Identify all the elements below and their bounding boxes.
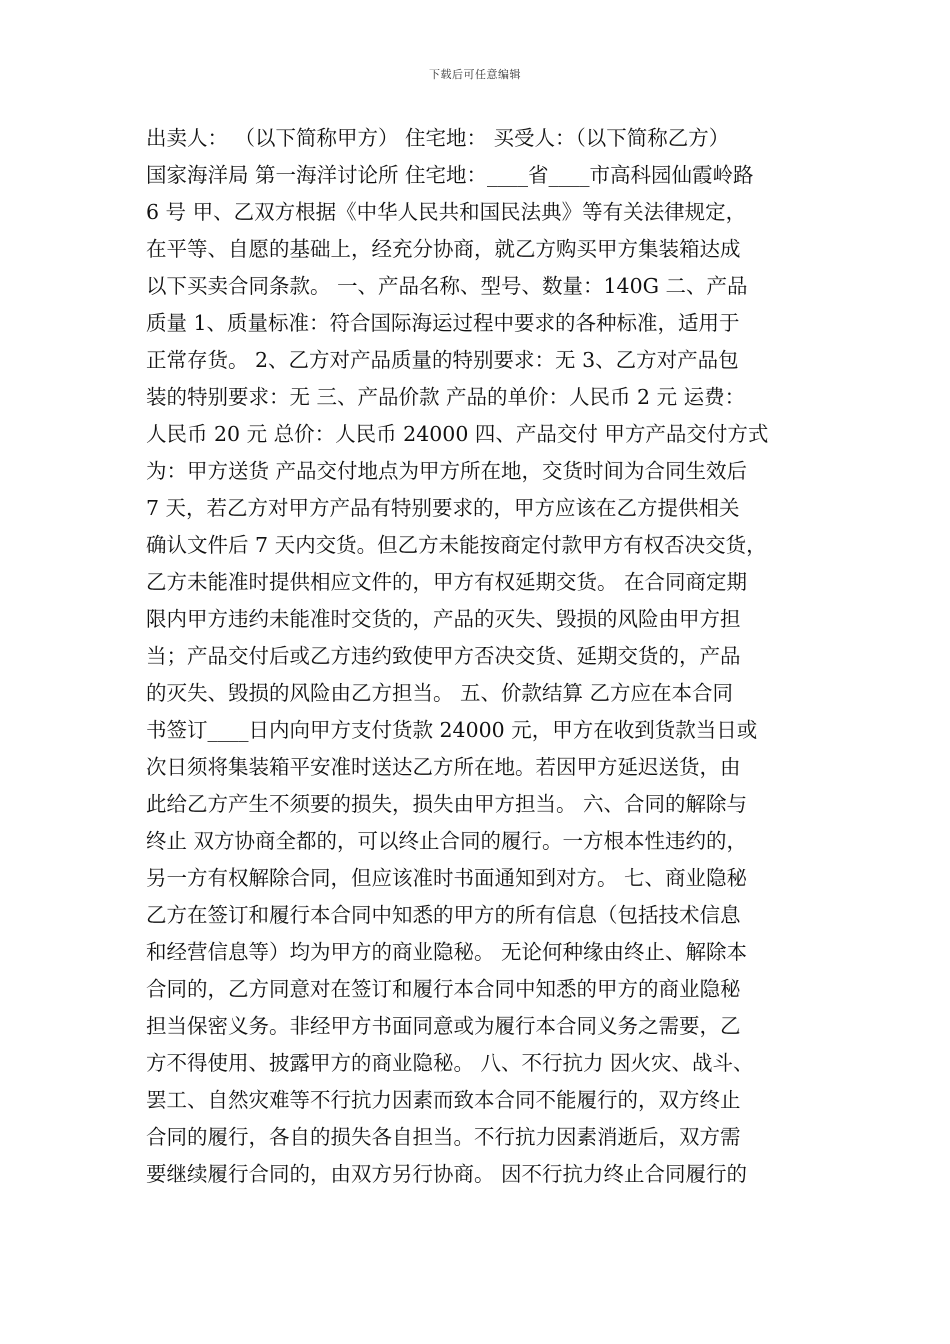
- text-line: 终止 双方协商全都的，可以终止合同的履行。一方根本性违约的，: [146, 829, 748, 853]
- contract-body: [146, 120, 808, 1193]
- text-line: 另一方有权解除合同，但应该准时书面通知到对方。 七、商业隐秘: [146, 866, 748, 890]
- text-line: 7 天，若乙方对甲方产品有特别要求的，甲方应该在乙方提供相关: [146, 496, 740, 520]
- text-line: 的灭失、毁损的风险由乙方担当。 五、价款结算 乙方应在本合同: [146, 681, 734, 705]
- text-line: 书签订____日内向甲方支付货款 24000 元，甲方在收到货款当日或: [146, 718, 758, 742]
- text-line: 乙方在签订和履行本合同中知悉的甲方的所有信息（包括技术信息: [146, 903, 741, 927]
- text-line: 罢工、自然灾难等不行抗力因素而致本合同不能履行的，双方终止: [146, 1088, 741, 1112]
- text-line: 在平等、自愿的基础上，经充分协商，就乙方购买甲方集装箱达成: [146, 237, 741, 261]
- page-header: 下载后可任意编辑: [429, 68, 521, 81]
- text-line: 和经营信息等）均为甲方的商业隐秘。 无论何种缘由终止、解除本: [146, 940, 748, 964]
- text-line: 质量 1、质量标准：符合国际海运过程中要求的各种标准，适用于: [146, 311, 740, 335]
- text-line: 当；产品交付后或乙方违约致使甲方否决交货、延期交货的，产品: [146, 644, 741, 668]
- text-line: 出卖人： （以下简称甲方） 住宅地： 买受人：（以下简称乙方）: [146, 126, 730, 150]
- text-line: 6 号 甲、乙双方根据《中华人民共和国民法典》等有关法律规定，: [146, 200, 747, 224]
- text-line: 确认文件后 7 天内交货。但乙方未能按商定付款甲方有权否决交货，: [146, 533, 767, 557]
- text-line: 次日须将集装箱平安准时送达乙方所在地。若因甲方延迟送货，由: [146, 755, 741, 779]
- text-line: 限内甲方违约未能准时交货的，产品的灭失、毁损的风险由甲方担: [146, 607, 741, 631]
- text-line: 方不得使用、披露甲方的商业隐秘。 八、不行抗力 因火灾、战斗、: [146, 1051, 754, 1075]
- text-line: 以下买卖合同条款。 一、产品名称、型号、数量：140G 二、产品: [146, 274, 748, 298]
- text-line: 正常存货。 2、乙方对产品质量的特别要求：无 3、乙方对产品包: [146, 348, 739, 372]
- text-line: 合同的，乙方同意对在签订和履行本合同中知悉的甲方的商业隐秘: [146, 977, 741, 1001]
- text-line: 人民币 20 元 总价：人民币 24000 四、产品交付 甲方产品交付方式: [146, 422, 769, 446]
- text-line: 乙方未能准时提供相应文件的，甲方有权延期交货。 在合同商定期: [146, 570, 748, 594]
- text-line: 国家海洋局 第一海洋讨论所 住宅地：____省____市高科园仙霞岭路: [146, 163, 754, 187]
- text-line: 此给乙方产生不须要的损失，损失由甲方担当。 六、合同的解除与: [146, 792, 748, 816]
- text-line: 为：甲方送货 产品交付地点为甲方所在地，交货时间为合同生效后: [146, 459, 748, 483]
- text-line: 装的特别要求：无 三、产品价款 产品的单价：人民币 2 元 运费：: [146, 385, 746, 409]
- text-line: 要继续履行合同的，由双方另行协商。 因不行抗力终止合同履行的: [146, 1162, 748, 1186]
- text-line: 担当保密义务。非经甲方书面同意或为履行本合同义务之需要，乙: [146, 1014, 741, 1038]
- text-line: 合同的履行，各自的损失各自担当。不行抗力因素消逝后，双方需: [146, 1125, 741, 1149]
